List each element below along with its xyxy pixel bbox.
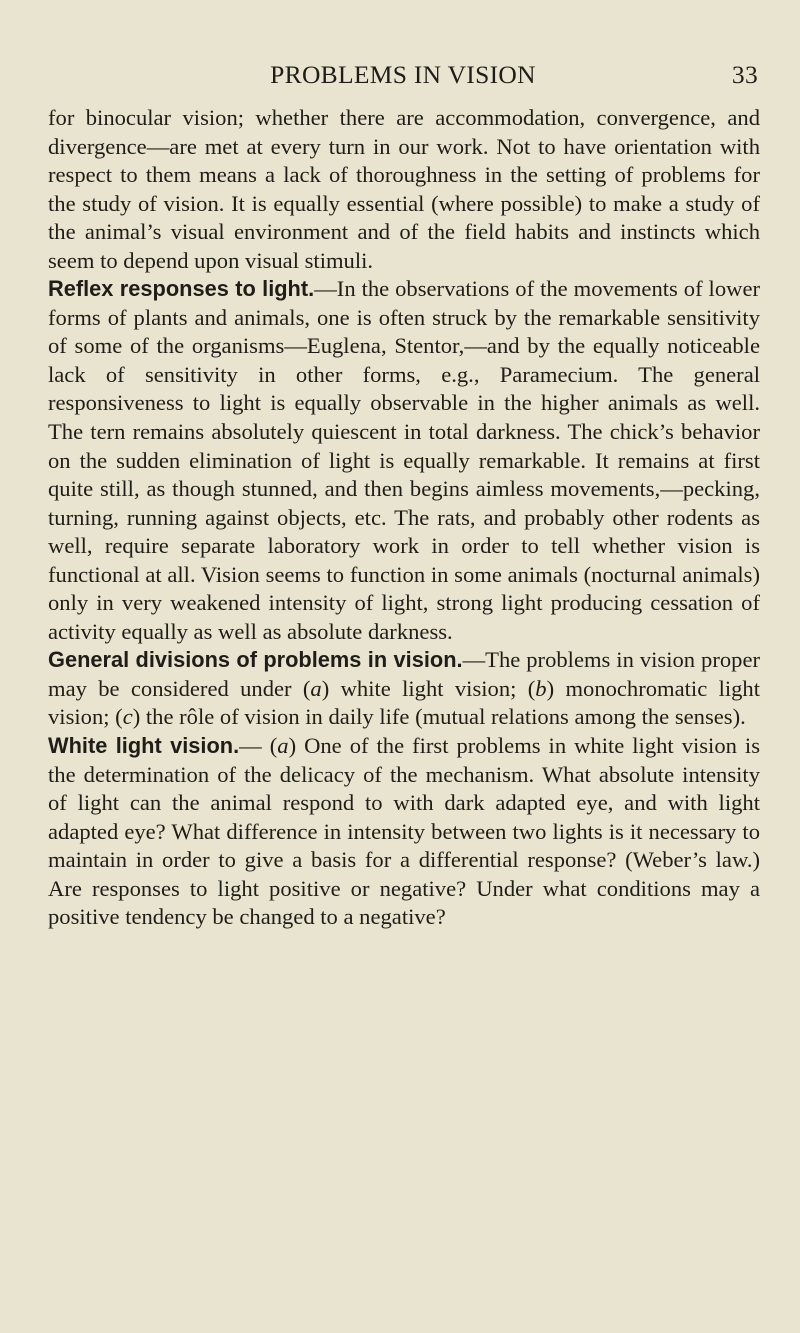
italic-letter: b — [535, 675, 547, 701]
running-title: PROBLEMS IN VISION — [270, 60, 536, 89]
paragraph-text: ) monochromatic light vision; ( — [48, 675, 761, 730]
paragraph-general-divisions — [48, 646, 760, 732]
section-heading-white-light-vision: White light vision. — [48, 733, 240, 759]
section-heading-reflex-responses: Reflex responses to light. — [48, 276, 315, 302]
paragraph-text: —The problems in vision proper may be considered under ( — [48, 647, 760, 701]
italic-letter: c — [122, 704, 133, 730]
paragraph-text: ) white light vision; ( — [321, 675, 536, 701]
paragraph-reflex-responses — [48, 275, 760, 646]
page-number: 33 — [731, 60, 758, 89]
paragraph-text: ) One of the first problems in white light vision is the determination of the delicacy of the mechanism. What absolute intensity of light can the animal respond to with dark adapted eye, and with light adapted eye? What difference in intensity between two lights is it necessary to maintain in order to give a basis for a differential response? (Weber’s law.) Are responses to light positive or negative? Under what conditions may a positive tendency be changed to a negative? — [48, 733, 760, 930]
paragraph-white-light-vision — [48, 732, 760, 932]
paragraph-text: — ( — [239, 733, 278, 759]
running-head — [48, 60, 758, 90]
section-heading-general-divisions: General divisions of problems in vision. — [48, 647, 463, 673]
body-text — [48, 104, 760, 932]
paragraph-text: ) the rôle of vision in daily life (mutual relations among the senses). — [132, 704, 746, 730]
paragraph-text: for binocular vision; whether there are accommodation, convergence, and divergence—are met at every turn in our work. Not to have orientation with respect to them means a lack of thoroughness in the setting of problems for the study of vision. It is equally essential (where possible) to make a study of the animal’s visual environment and of the field habits and instincts which seem to depend upon visual stimuli. — [48, 105, 760, 273]
paragraph-text: —In the observations of the movements of lower forms of plants and animals, one is often struck by the remarkable sensitivity of some of the organisms—Euglena, Stentor,—and by the equally noticeable lack of sensitivity in other forms, e.g., Paramecium. The general responsiveness to light is equally observable in the higher animals as well. The tern remains absolutely quiescent in total darkness. The chick’s behavior on the sudden elimination of light is equally remarkable. It remains at first quite still, as though stunned, and then begins aimless movements,—pecking, turning, running against objects, etc. The rats, and probably other rodents as well, require separate laboratory work in order to tell whether vision is functional at all. Vision seems to function in some animals (nocturnal animals) only in very weakened intensity of light, strong light producing cessation of activity equally as well as absolute darkness. — [48, 276, 760, 644]
paragraph-continuation — [48, 104, 760, 275]
italic-letter: a — [310, 675, 322, 701]
italic-letter: a — [277, 733, 289, 759]
